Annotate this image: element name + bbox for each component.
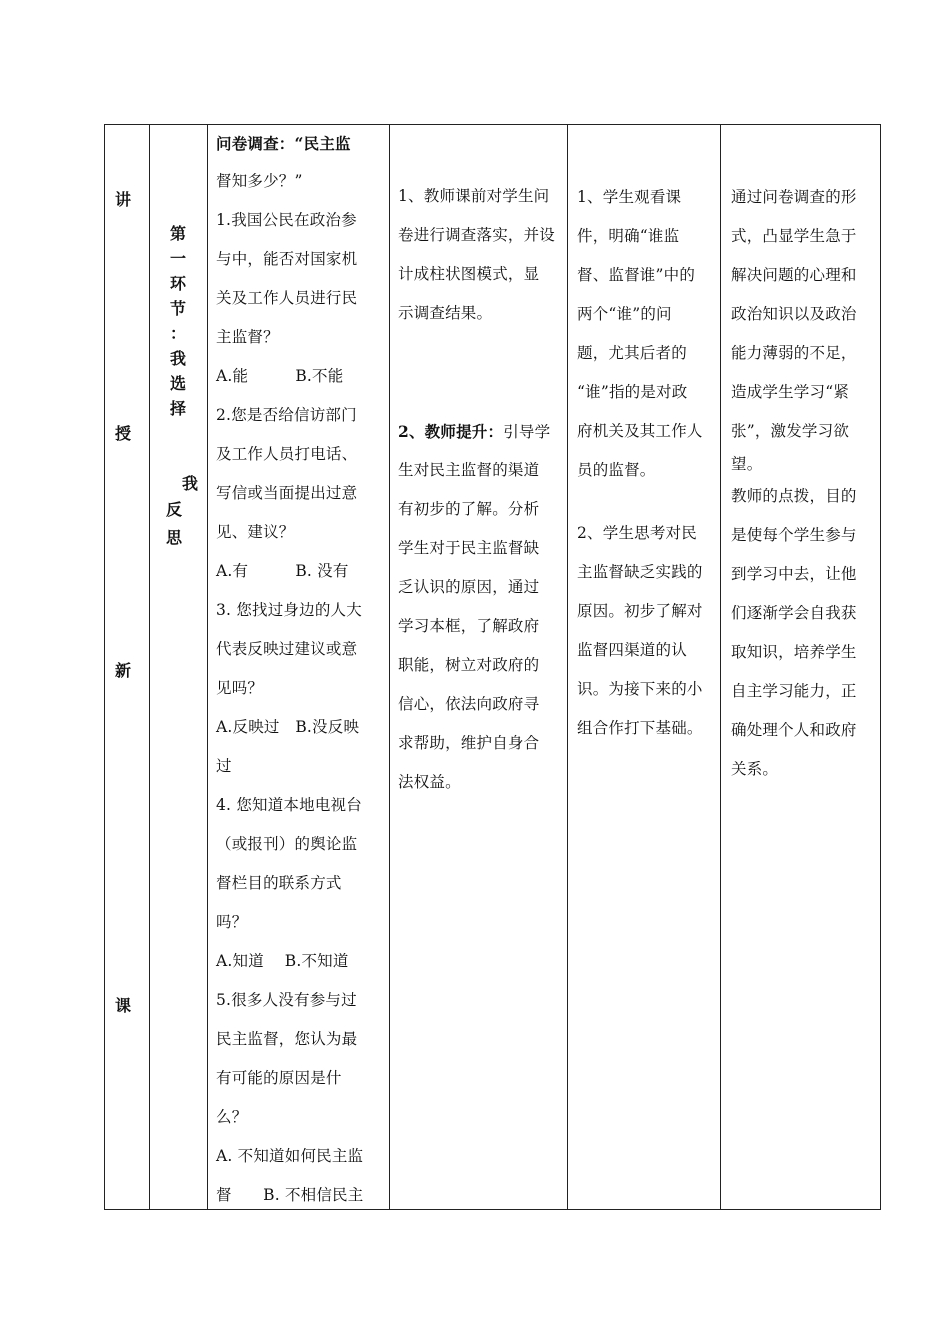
section-subtitle-char: 我 [182,474,199,493]
section-subtitle-char: 反 [166,500,183,519]
teacher-line: 有初步的了解。分析 [398,500,540,518]
content-line: 主监督？ [216,328,279,346]
teacher-line: 生对民主监督的渠道 [398,461,540,479]
section-title-char: ： [169,324,186,343]
content-line: 5.很多人没有参与过 [216,991,357,1009]
content-line: 见吗？ [216,679,264,697]
student-line: 监督四渠道的认 [577,641,687,659]
content-line: 1.我国公民在政治参 [216,211,357,229]
intent-line: 自主学习能力，正 [731,682,857,700]
intent-line: 们逐渐学会自我获 [731,604,857,622]
teacher-line: 信心，依法向政府寻 [398,695,540,713]
section-title-char: 我 [169,349,186,368]
intent-line: 是使每个学生参与 [731,526,857,544]
intent-line: 解决问题的心理和 [731,266,857,284]
content-line: 督栏目的联系方式 [216,874,342,892]
stage-char: 讲 [115,190,132,209]
teacher-column [390,125,567,1209]
student-line: 督、监督谁”中的 [577,266,696,284]
content-line: 2.您是否给信访部门 [216,406,357,424]
content-line: 督知多少？” [216,172,303,190]
student-line: 识。为接下来的小 [577,680,703,698]
content-line: 民主监督，您认为最 [216,1030,358,1048]
intent-line: 到学习中去，让他 [731,565,857,583]
teacher-line: 卷进行调查落实，并设 [398,226,556,244]
section-title-char: 节 [169,299,186,318]
student-line: “谁”指的是对政 [577,383,688,401]
content-line: 关及工作人员进行民 [216,289,358,307]
content-line: （或报刊）的舆论监 [216,835,358,853]
intent-line: 能力薄弱的不足， [731,344,857,362]
intent-line: 教师的点拨，目的 [731,487,857,505]
content-line: 与中，能否对国家机 [216,250,358,268]
intent-line: 造成学生学习“紧 [731,383,850,401]
section-title-char: 环 [169,274,186,293]
intent-line: 取知识，培养学生 [731,643,857,661]
content-line: 见、建议？ [216,523,295,541]
content-line: A.知道 B.不知道 [216,952,349,970]
stage-char: 新 [115,661,132,680]
teacher-line: 学生对于民主监督缺 [398,539,540,557]
section-column [150,125,207,1209]
section-title-char: 第 [169,224,186,243]
intent-line: 通过问卷调查的形 [731,188,857,206]
student-line: 题，尤其后者的 [577,344,687,362]
student-line: 员的监督。 [577,461,656,479]
content-line: 么？ [216,1108,248,1126]
content-line: 4. 您知道本地电视台 [216,796,362,814]
content-line: 及工作人员打电话、 [216,445,358,463]
student-column [568,125,720,1209]
teacher-line: 职能，树立对政府的 [398,656,540,674]
content-line: 代表反映过建议或意 [216,640,358,658]
questionnaire-title: 问卷调查：“民主监 [216,134,351,153]
student-line: 组合作打下基础。 [577,719,703,737]
section-title-char: 选 [169,374,186,393]
teacher-line: 乏认识的原因，通过 [398,578,540,596]
intent-line: 政治知识以及政治 [731,305,857,323]
teacher-line: 示调查结果。 [398,304,493,322]
intent-line: 关系。 [731,760,779,778]
student-line: 件，明确“谁监 [577,227,680,245]
intent-line: 确处理个人和政府 [731,721,857,739]
intent-line: 望。 [731,455,763,473]
student-line: 府机关及其工作人 [577,422,703,440]
teacher-line [398,412,563,451]
teacher-line: 1、教师课前对学生问 [398,187,550,205]
teacher-heading: 2、教师提升： [398,422,504,441]
stage-column [105,125,149,1209]
section-title [166,221,190,421]
teacher-heading-rest: 引导学 [503,423,551,441]
student-line: 两个“谁”的问 [577,305,672,323]
intent-column [721,125,882,1209]
content-line: A.能 B.不能 [216,367,344,385]
section-subtitle-char: 思 [166,528,183,547]
content-line: 有可能的原因是什 [216,1069,342,1087]
content-line: A.有 B. 没有 [216,562,349,580]
content-line: 写信或当面提出过意 [216,484,358,502]
student-line: 1、学生观看课 [577,188,682,206]
content-line: 督 B. 不相信民主 [216,1186,364,1204]
student-line: 主监督缺乏实践的 [577,563,703,581]
content-column [208,125,389,1209]
stage-char: 授 [115,424,132,443]
content-line: A. 不知道如何民主监 [216,1147,364,1165]
teacher-line: 学习本框，了解政府 [398,617,540,635]
intent-line: 张”，激发学习欲 [731,422,850,440]
questionnaire [216,125,385,1209]
section-title-char: 择 [169,399,186,418]
teacher-line: 计成柱状图模式，显 [398,265,540,283]
section-title-char: 一 [169,249,186,268]
intent-line: 式，凸显学生急于 [731,227,857,245]
stage-char: 课 [115,996,132,1015]
content-line: 过 [216,757,232,775]
lesson-plan-table [104,124,881,1210]
teacher-line: 法权益。 [398,773,461,791]
student-line: 2、学生思考对民 [577,524,697,542]
teacher-line: 求帮助，维护自身合 [398,734,540,752]
content-line: 吗？ [216,913,248,931]
student-line: 原因。初步了解对 [577,602,703,620]
content-line: 3. 您找过身边的人大 [216,601,362,619]
content-line: A.反映过 B.没反映 [216,718,360,736]
